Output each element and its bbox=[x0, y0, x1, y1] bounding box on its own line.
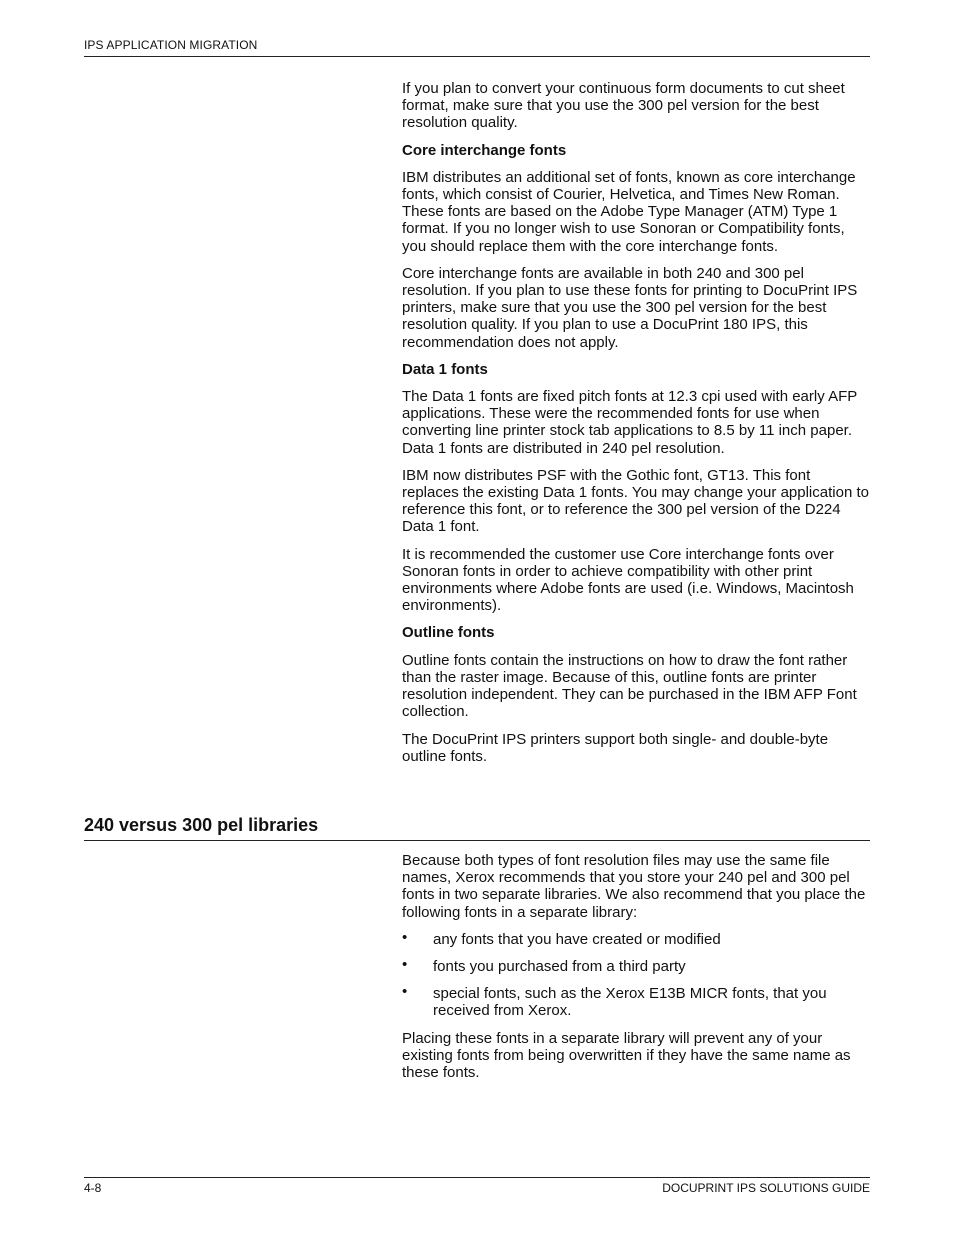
header-divider bbox=[84, 56, 870, 57]
core-paragraph-2: Core interchange fonts are available in both 240 and 300 pel resolution. If you plan to use these fonts for printing to DocuPrint IPS printers, make sure that you use the 300 pel version for the best resolution quality. If you plan to use a DocuPrint 180 IPS, this recommendation does not apply. bbox=[402, 264, 858, 351]
font-list bbox=[402, 928, 870, 1020]
list-item bbox=[402, 958, 870, 975]
libraries-paragraph-2: Placing these fonts in a separate library will prevent any of your existing fonts from being overwritten if they have the same name as these fonts. bbox=[402, 1029, 851, 1082]
bullet-icon: • bbox=[402, 983, 408, 1001]
bullet-icon: • bbox=[402, 956, 408, 974]
outline-paragraph-2: The DocuPrint IPS printers support both single- and double-byte outline fonts. bbox=[402, 730, 829, 765]
list-item-text: special fonts, such as the Xerox E13B MICR fonts, that you received from Xerox. bbox=[433, 985, 827, 1020]
section-heading: 240 versus 300 pel libraries bbox=[84, 815, 319, 835]
footer-divider bbox=[84, 1177, 870, 1178]
data1-paragraph-3: It is recommended the customer use Core interchange fonts over Sonoran fonts in order to achieve compatibility with other print environments where Adobe fonts are used (i.e. Windows, Macintosh environments). bbox=[402, 545, 854, 615]
lower-body-column bbox=[402, 852, 870, 1091]
libraries-paragraph-1: Because both types of font resolution files may use the same file names, Xerox recommends that you store your 240 pel and 300 pel fonts in two separate libraries. We also recommend that you place the following fonts in a separate library: bbox=[402, 852, 866, 921]
running-header: IPS APPLICATION MIGRATION bbox=[84, 38, 258, 52]
outline-heading: Outline fonts bbox=[402, 624, 495, 642]
guide-title: DOCUPRINT IPS SOLUTIONS GUIDE bbox=[662, 1181, 870, 1195]
core-interchange-heading: Core interchange fonts bbox=[402, 141, 567, 159]
list-item-text: any fonts that you have created or modified bbox=[433, 930, 721, 948]
data1-paragraph-2: IBM now distributes PSF with the Gothic font, GT13. This font replaces the existing Data 1 fonts. You may change your application to reference this font, or to reference the 300 pel version of the D224 Data 1 font. bbox=[402, 466, 869, 536]
core-paragraph-1: IBM distributes an additional set of fonts, known as core interchange fonts, which consist of Courier, Helvetica, and Times New Roman. These fonts are based on the Adobe Type Manager (ATM) Type 1 format. If you no longer wish to use Sonoran or Compatibility fonts, you should replace them with the core interchange fonts. bbox=[402, 168, 856, 255]
list-item bbox=[402, 985, 870, 1019]
bullet-icon: • bbox=[402, 928, 408, 946]
upper-body-column bbox=[402, 80, 870, 775]
section-divider bbox=[84, 840, 870, 841]
data1-heading: Data 1 fonts bbox=[402, 360, 488, 378]
outline-paragraph-1: Outline fonts contain the instructions on how to draw the font rather than the raster image. Because of this, outline fonts are printer resolution independent. They can be purchased in the IBM AFP Font collection. bbox=[402, 651, 857, 721]
list-item bbox=[402, 928, 870, 948]
data1-paragraph-1: The Data 1 fonts are fixed pitch fonts at 12.3 cpi used with early AFP applications. These were the recommended fonts for use when converting line printer stock tab applications to 8.5 by 11 inch paper. Data 1 fonts are distributed in 240 pel resolution. bbox=[402, 388, 857, 457]
page-number: 4-8 bbox=[84, 1181, 102, 1195]
list-item-text: fonts you purchased from a third party bbox=[433, 958, 686, 976]
intro-paragraph: If you plan to convert your continuous form documents to cut sheet format, make sure that you use the 300 pel version for the best resolution quality. bbox=[402, 80, 845, 132]
